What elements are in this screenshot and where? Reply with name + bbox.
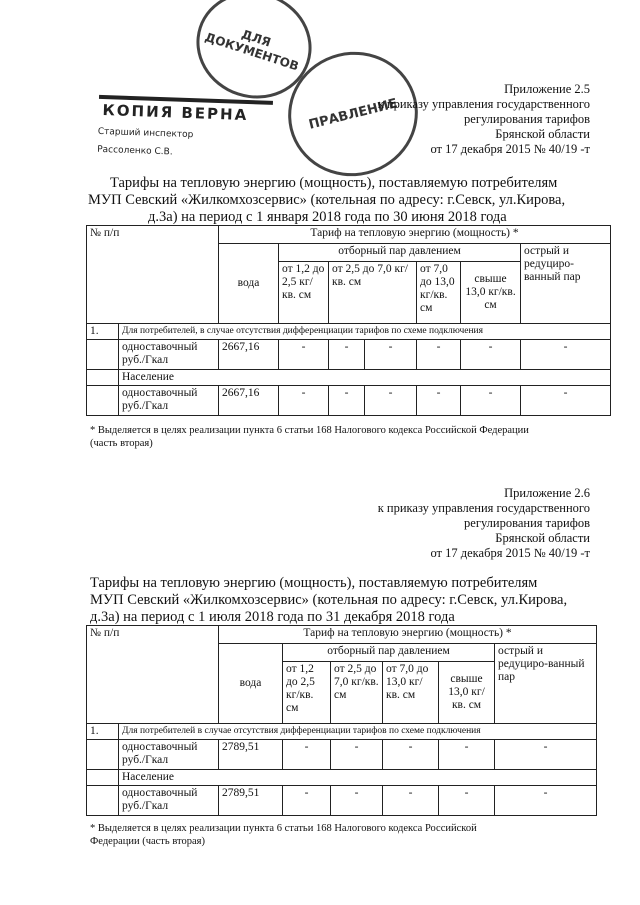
rate-dash: - (495, 740, 597, 770)
rate-dash: - (521, 340, 611, 370)
rate-dash: - (365, 340, 417, 370)
rate-dash: - (329, 386, 365, 416)
rate-value-water: 2789,51 (219, 786, 283, 816)
title-line: д.3а) на период с 1 января 2018 года по 30 июня 2018 года (148, 209, 507, 225)
rate-dash: - (417, 386, 461, 416)
col-header-pressure-1: от 1,2 до 2,5 кг/кв. см (283, 662, 331, 724)
col-header-steam: отборный пар давлением (283, 644, 495, 662)
copy-certified-name: Рассоленко С.В. (97, 144, 173, 158)
empty-cell (87, 340, 119, 370)
rate-dash: - (283, 786, 331, 816)
rate-dash: - (521, 386, 611, 416)
rate-dash: - (439, 740, 495, 770)
col-header-pressure-4: свыше 13,0 кг/кв. см (439, 662, 495, 724)
col-header-tariff: Тариф на тепловую энергию (мощность) * (219, 626, 597, 644)
rate-label: одноставочный руб./Гкал (119, 786, 219, 816)
appendix-header-2 (330, 486, 590, 561)
rate-dash: - (439, 786, 495, 816)
appendix-header-1 (330, 82, 590, 157)
document-title-1 (88, 175, 608, 226)
tariff-table-1 (86, 225, 611, 416)
footnote-line: Федерации (часть вторая) (90, 836, 205, 847)
rate-dash: - (329, 340, 365, 370)
row-number: 1. (87, 724, 119, 740)
rate-dash: - (383, 740, 439, 770)
col-header-pressure-2: от 2,5 до 7,0 кг/кв. см (329, 262, 417, 324)
col-header-pressure-3: от 7,0 до 13,0 кг/кв. см (417, 262, 461, 324)
footnote-line: * Выделяется в целях реализации пункта 6 статьи 168 Налогового кодекса Российской (90, 823, 477, 834)
title-line: МУП Севский «Жилкомхозсервис» (котельная по адресу: г.Севск, ул.Кирова, (90, 592, 568, 608)
appendix-date: от 17 декабря 2015 № 40/19 -т (430, 546, 590, 560)
appendix-number: Приложение 2.5 (504, 82, 590, 96)
title-line: д.3а) на период с 1 июля 2018 года по 31 декабря 2018 года (90, 609, 455, 625)
rate-dash: - (461, 340, 521, 370)
footnote-1 (90, 424, 610, 450)
appendix-region: Брянской области (495, 531, 590, 545)
rate-dash: - (279, 340, 329, 370)
col-header-pressure-3: от 7,0 до 13,0 кг/кв. см (383, 662, 439, 724)
appendix-dept: регулирования тарифов (464, 112, 590, 126)
col-header-water: вода (219, 244, 279, 324)
appendix-dept: регулирования тарифов (464, 516, 590, 530)
col-header-pressure-2: от 2,5 до 7,0 кг/кв. см (331, 662, 383, 724)
empty-cell (87, 786, 119, 816)
rate-dash: - (279, 386, 329, 416)
col-header-tariff: Тариф на тепловую энергию (мощность) * (219, 226, 611, 244)
rate-dash: - (331, 786, 383, 816)
col-header-steam: отборный пар давлением (279, 244, 521, 262)
col-header-sharp-steam: острый и редуциро-ванный пар (521, 244, 611, 324)
population-label: Население (119, 370, 611, 386)
col-header-pressure-4: свыше 13,0 кг/кв. см (461, 262, 521, 324)
appendix-number: Приложение 2.6 (504, 486, 590, 500)
document-title-2 (90, 575, 610, 626)
footnote-line: (часть вторая) (90, 438, 153, 449)
empty-cell (87, 770, 119, 786)
row-consumers-label: Для потребителей в случае отсутствия дифференциации тарифов по схеме подключения (119, 724, 597, 740)
empty-cell (87, 386, 119, 416)
title-line: МУП Севский «Жилкомхозсервис» (котельная по адресу: г.Севск, ул.Кирова, (88, 192, 566, 208)
rate-dash: - (461, 386, 521, 416)
col-header-sharp-steam: острый и редуциро-ванный пар (495, 644, 597, 724)
appendix-date: от 17 декабря 2015 № 40/19 -т (430, 142, 590, 156)
row-consumers-label: Для потребителей, в случае отсутствия дифференциации тарифов по схеме подключения (119, 324, 611, 340)
population-label: Население (119, 770, 597, 786)
footnote-2 (90, 822, 600, 848)
rate-value-water: 2667,16 (219, 340, 279, 370)
footnote-line: * Выделяется в целях реализации пункта 6 статьи 168 Налогового кодекса Российской Федерации (90, 425, 529, 436)
rate-dash: - (383, 786, 439, 816)
appendix-region: Брянской области (495, 127, 590, 141)
copy-certified-position: Старший инспектор (97, 126, 194, 141)
round-stamp-board-text: ПРАВЛЕНИЕ (307, 95, 399, 133)
rate-label: одноставочный руб./Гкал (119, 386, 219, 416)
col-header-number: № п/п (87, 226, 219, 324)
rate-value-water: 2789,51 (219, 740, 283, 770)
rate-value-water: 2667,16 (219, 386, 279, 416)
rate-label: одноставочный руб./Гкал (119, 340, 219, 370)
tariff-table-2 (86, 625, 597, 816)
empty-cell (87, 370, 119, 386)
round-stamp-documents-text: ДЛЯ ДОКУМЕНТОВ (203, 27, 301, 74)
rate-dash: - (495, 786, 597, 816)
col-header-number: № п/п (87, 626, 219, 724)
title-line: Тарифы на тепловую энергию (мощность), поставляемую потребителям (110, 175, 558, 191)
title-line: Тарифы на тепловую энергию (мощность), поставляемую потребителям (90, 575, 538, 591)
copy-certified-stamp (97, 95, 281, 161)
rate-label: одноставочный руб./Гкал (119, 740, 219, 770)
rate-dash: - (417, 340, 461, 370)
col-header-pressure-1: от 1,2 до 2,5 кг/кв. см (279, 262, 329, 324)
appendix-order: к приказу управления государственного (377, 501, 590, 515)
rate-dash: - (365, 386, 417, 416)
col-header-water: вода (219, 644, 283, 724)
row-number: 1. (87, 324, 119, 340)
rate-dash: - (283, 740, 331, 770)
empty-cell (87, 740, 119, 770)
rate-dash: - (331, 740, 383, 770)
copy-certified-title: КОПИЯ ВЕРНА (98, 95, 273, 125)
appendix-order: к приказу управления государственного (377, 97, 590, 111)
